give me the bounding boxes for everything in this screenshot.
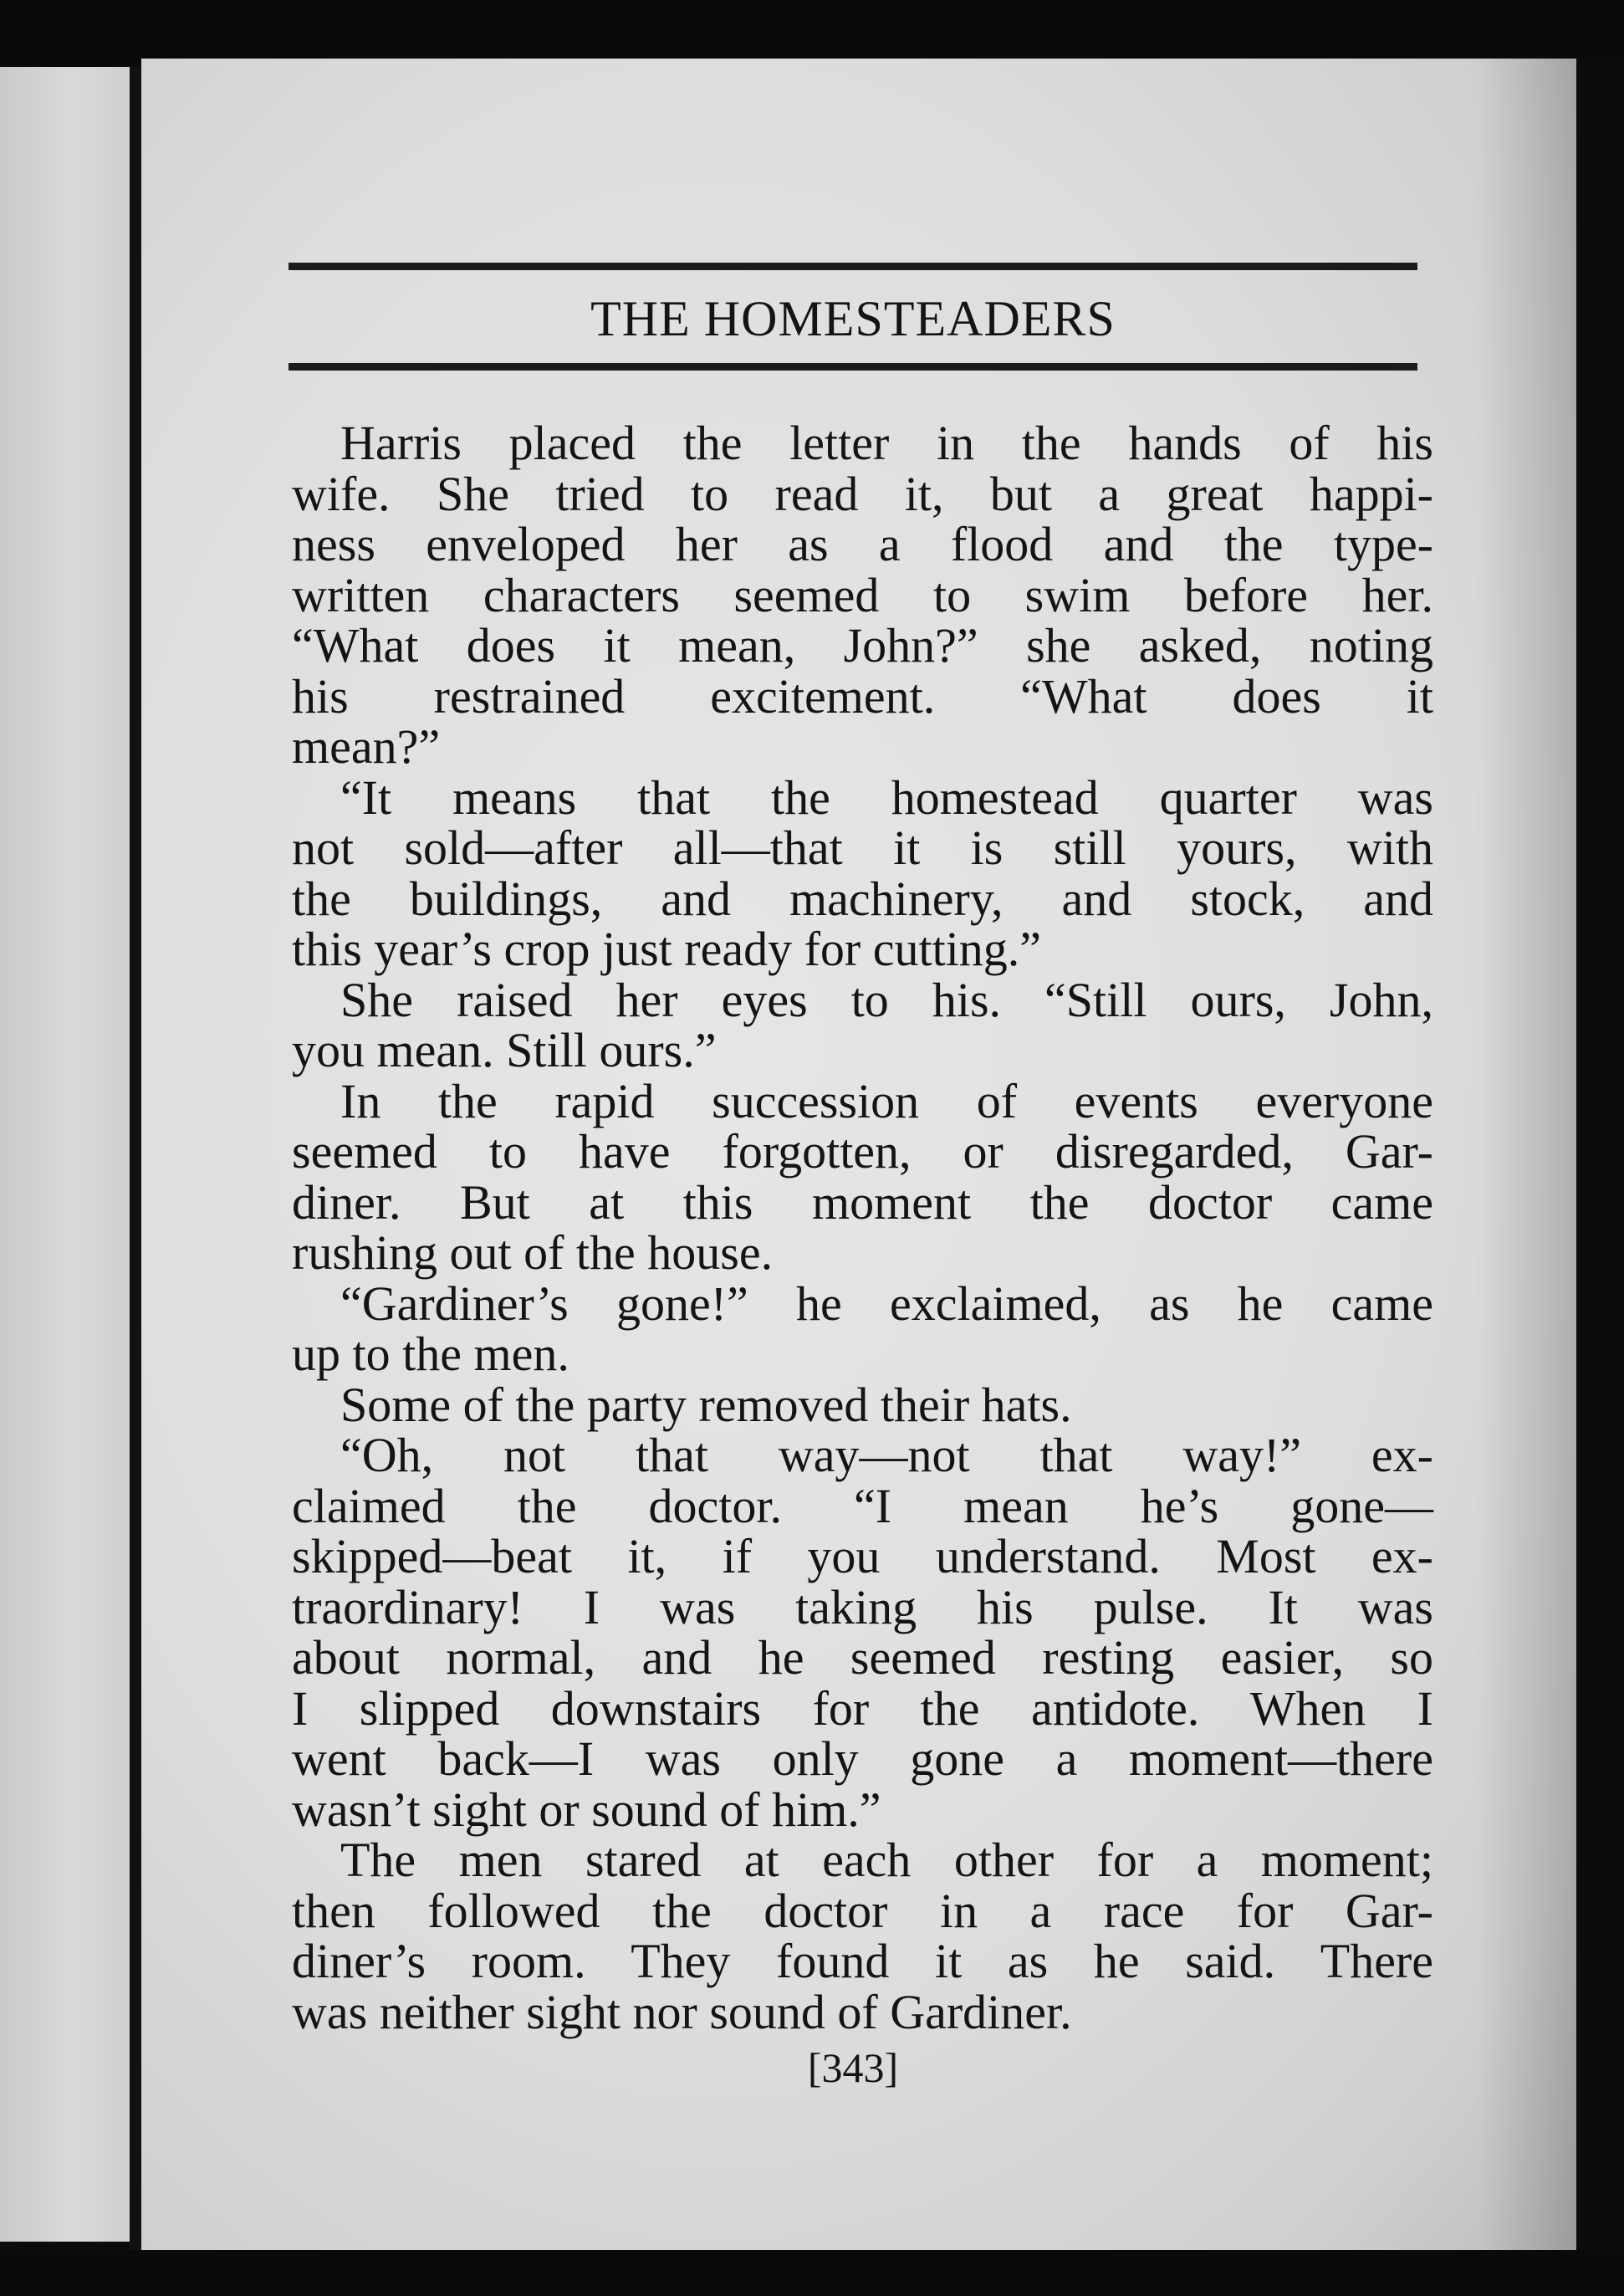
text-line: diner’s room. They found it as he said. There xyxy=(292,1934,1433,1988)
header-rule-bottom xyxy=(289,363,1417,371)
text-line: “Gardiner’s gone!” he exclaimed, as he came xyxy=(340,1276,1433,1331)
scan-right-border xyxy=(1576,59,1624,2296)
page-content xyxy=(141,59,1576,2250)
text-line: In the rapid succession of events everyone xyxy=(340,1073,1433,1128)
text-line: mean?” xyxy=(292,719,441,774)
text-line: Some of the party removed their hats. xyxy=(340,1377,1072,1432)
text-line: the buildings, and machinery, and stock, and xyxy=(292,871,1433,926)
text-line: not sold—after all—that it is still yours, with xyxy=(292,821,1433,875)
running-head: THE HOMESTEADERS xyxy=(590,291,1116,346)
text-line: this year’s crop just ready for cutting.” xyxy=(292,922,1042,976)
text-line: diner. But at this moment the doctor came xyxy=(292,1174,1433,1230)
text-line: written characters seemed to swim before her. xyxy=(292,567,1433,622)
text-line: then followed the doctor in a race for Gar- xyxy=(292,1883,1433,1938)
facing-page-edge xyxy=(0,67,130,2242)
text-line: rushing out of the house. xyxy=(292,1225,774,1280)
text-line: traordinary! I was taking his pulse. It was xyxy=(292,1579,1433,1634)
text-line: “Oh, not that way—not that way!” ex- xyxy=(340,1428,1433,1482)
body-text xyxy=(292,418,1433,2038)
text-line: went back—I was only gone a moment—there xyxy=(292,1731,1433,1786)
header-rule-top xyxy=(289,263,1417,270)
text-line: “What does it mean, John?” she asked, noting xyxy=(292,618,1433,672)
text-line: claimed the doctor. “I mean he’s gone— xyxy=(292,1478,1433,1533)
text-line: was neither sight nor sound of Gardiner. xyxy=(292,1984,1072,2039)
text-line: about normal, and he seemed resting easier, so xyxy=(292,1630,1433,1685)
text-line: Harris placed the letter in the hands of his xyxy=(340,416,1433,470)
text-line: “It means that the homestead quarter was xyxy=(340,770,1433,825)
text-line: The men stared at each other for a moment; xyxy=(340,1833,1433,1887)
scan-bottom-border xyxy=(0,2250,1624,2296)
text-line: I slipped downstairs for the antidote. When I xyxy=(292,1680,1433,1736)
page-number: [343] xyxy=(807,2044,899,2091)
scan-top-border xyxy=(0,0,1624,67)
text-line: up to the men. xyxy=(292,1327,569,1381)
text-line: you mean. Still ours.” xyxy=(292,1023,717,1077)
book-gutter xyxy=(130,67,141,2258)
text-line: ness enveloped her as a flood and the type- xyxy=(292,517,1433,571)
text-line: wife. She tried to read it, but a great happi- xyxy=(292,466,1433,521)
text-line: skipped—beat it, if you understand. Most ex- xyxy=(292,1529,1433,1583)
text-line: his restrained excitement. “What does it xyxy=(292,668,1433,724)
text-line: She raised her eyes to his. “Still ours, John, xyxy=(340,972,1433,1027)
text-line: wasn’t sight or sound of him.” xyxy=(292,1782,881,1837)
text-line: seemed to have forgotten, or disregarded, Gar- xyxy=(292,1124,1433,1179)
